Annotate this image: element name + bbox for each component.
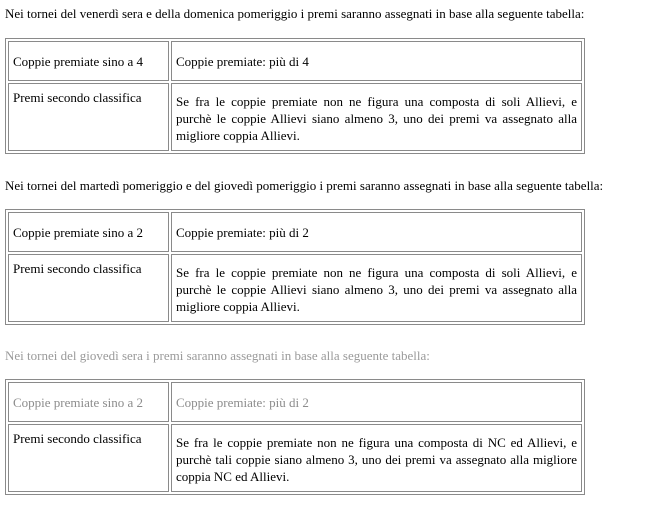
section-3-prize-table bbox=[5, 379, 585, 495]
row-label-cell: Coppie premiate sino a 2 bbox=[8, 212, 169, 252]
table-row bbox=[8, 212, 582, 252]
row-label-cell: Premi secondo classifica bbox=[8, 254, 169, 322]
row-value-cell: Coppie premiate: più di 2 bbox=[171, 382, 582, 422]
table-row bbox=[8, 424, 582, 492]
section-2-prize-table bbox=[5, 209, 585, 325]
row-label-cell: Coppie premiate sino a 4 bbox=[8, 41, 169, 81]
row-label-cell: Coppie premiate sino a 2 bbox=[8, 382, 169, 422]
table-row bbox=[8, 382, 582, 422]
section-1-prize-table bbox=[5, 38, 585, 154]
row-value-cell: Coppie premiate: più di 2 bbox=[171, 212, 582, 252]
table-row bbox=[8, 41, 582, 81]
table-row bbox=[8, 254, 582, 322]
row-value-cell: Coppie premiate: più di 4 bbox=[171, 41, 582, 81]
row-value-cell: Se fra le coppie premiate non ne figura una composta di NC ed Allievi, e purchè tali coppie siano almeno 3, uno dei premi va assegnato alla migliore coppia NC ed Allievi. bbox=[171, 424, 582, 492]
row-label-cell: Premi secondo classifica bbox=[8, 424, 169, 492]
section-2-intro: Nei tornei del martedì pomeriggio e del giovedì pomeriggio i premi saranno assegnati in base alla seguente tabella: bbox=[5, 178, 604, 193]
row-value-cell: Se fra le coppie premiate non ne figura una composta di soli Allievi, e purchè le coppie Allievi siano almeno 3, uno dei premi va assegnato alla migliore coppia Allievi. bbox=[171, 254, 582, 322]
row-value-cell: Se fra le coppie premiate non ne figura una composta di soli Allievi, e purchè le coppie Allievi siano almeno 3, uno dei premi va assegnato alla migliore coppia Allievi. bbox=[171, 83, 582, 151]
row-label-cell: Premi secondo classifica bbox=[8, 83, 169, 151]
table-row bbox=[8, 83, 582, 151]
section-1-intro: Nei tornei del venerdì sera e della domenica pomeriggio i premi saranno assegnati in base alla seguente tabella: bbox=[5, 6, 585, 21]
section-3-intro: Nei tornei del giovedì sera i premi saranno assegnati in base alla seguente tabella: bbox=[5, 348, 430, 363]
